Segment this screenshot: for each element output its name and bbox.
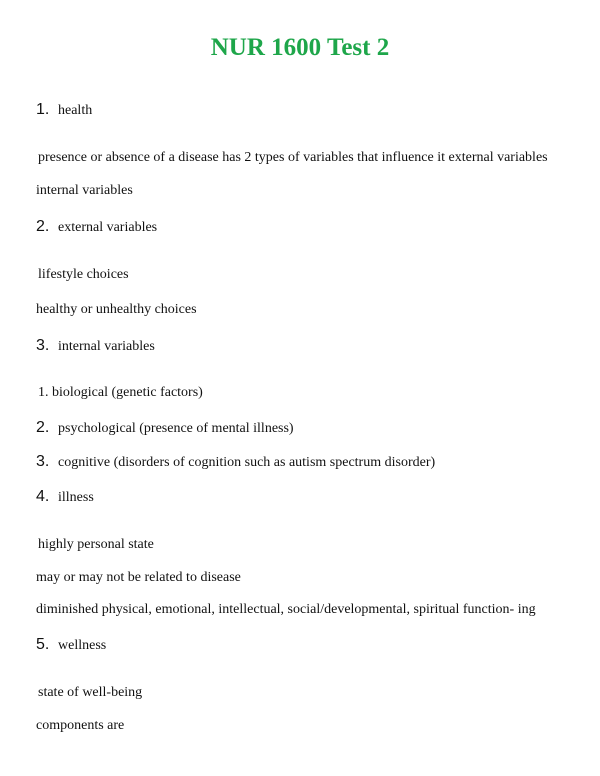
question-number: 3. bbox=[36, 453, 50, 470]
answer-line: state of well-being bbox=[38, 685, 143, 700]
answer-line: healthy or unhealthy choices bbox=[36, 302, 197, 317]
question-number: 1. bbox=[36, 101, 50, 118]
question-term: internal variables bbox=[58, 339, 155, 354]
answer-line: internal variables bbox=[36, 183, 133, 198]
question-7 bbox=[36, 636, 106, 655]
page-title: NUR 1600 Test 2 bbox=[210, 34, 390, 61]
answer-line: 1. biological (genetic factors) bbox=[38, 385, 203, 400]
question-number: 3. bbox=[36, 337, 50, 354]
question-term: health bbox=[58, 103, 93, 118]
question-number: 5. bbox=[36, 636, 50, 653]
question-2 bbox=[36, 218, 157, 237]
question-term: psychological (presence of mental illness) bbox=[58, 421, 294, 436]
question-number: 2. bbox=[36, 419, 50, 436]
question-term: wellness bbox=[58, 638, 107, 653]
question-6 bbox=[36, 488, 94, 507]
answer-line: may or may not be related to disease bbox=[36, 570, 241, 585]
answer-line: diminished physical, emotional, intellectual, social/developmental, spiritual function- ing bbox=[36, 602, 536, 617]
question-number: 2. bbox=[36, 218, 50, 235]
question-3 bbox=[36, 337, 155, 356]
answer-line: lifestyle choices bbox=[38, 267, 129, 282]
answer-line: presence or absence of a disease has 2 types of variables that influence it external variables bbox=[38, 150, 548, 165]
answer-line: components are bbox=[36, 718, 125, 733]
question-5 bbox=[36, 453, 435, 472]
question-term: illness bbox=[58, 490, 94, 505]
question-4 bbox=[36, 419, 294, 438]
question-term: cognitive (disorders of cognition such as autism spectrum disorder) bbox=[58, 455, 436, 470]
answer-line: highly personal state bbox=[38, 537, 154, 552]
question-1 bbox=[36, 101, 92, 120]
question-term: external variables bbox=[58, 220, 158, 235]
question-number: 4. bbox=[36, 488, 50, 505]
